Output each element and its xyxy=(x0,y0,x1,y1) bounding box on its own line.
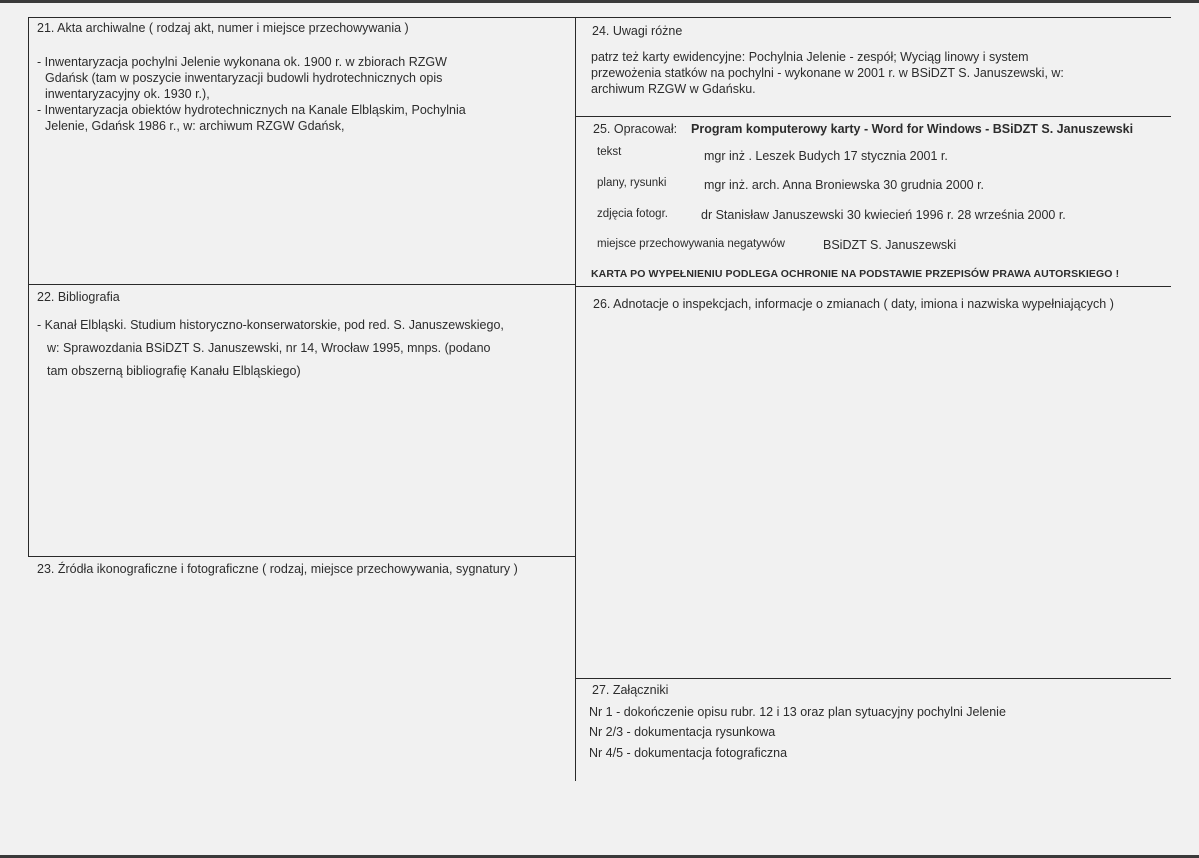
rule-22-23 xyxy=(28,556,575,557)
section-24-line-2: przewożenia statków na pochylni - wykonane w 2001 r. w BSiDZT S. Januszewski, w: xyxy=(591,66,1064,80)
rule-26-27 xyxy=(575,678,1171,679)
section-25-program: Program komputerowy karty - Word for Windows - BSiDZT S. Januszewski xyxy=(691,122,1134,136)
section-23-header: 23. Źródła ikonograficzne i fotograficzne ( rodzaj, miejsce przechowywania, sygnatury ) xyxy=(37,562,518,576)
left-border-lower xyxy=(28,284,29,557)
section-22-line-3: tam obszerną bibliografię Kanału Elbląskiego) xyxy=(47,364,301,378)
author-value-photos: dr Stanisław Januszewski 30 kwiecień 1996 r. 28 września 2000 r. xyxy=(701,208,1066,222)
attachment-2: Nr 2/3 - dokumentacja rysunkowa xyxy=(589,725,776,739)
section-22-line-1: - Kanał Elbląski. Studium historyczno-konserwatorskie, pod red. S. Januszewskiego, xyxy=(37,318,504,332)
rule-25-26 xyxy=(575,286,1171,287)
author-value-plans: mgr inż. arch. Anna Broniewska 30 grudnia 2000 r. xyxy=(704,178,985,192)
section-24-header: 24. Uwagi różne xyxy=(592,24,683,38)
form-top-rule xyxy=(28,17,1171,18)
attachment-1: Nr 1 - dokończenie opisu rubr. 12 i 13 oraz plan sytuacyjny pochylni Jelenie xyxy=(589,705,1006,719)
section-21-line-5: Jelenie, Gdańsk 1986 r., w: archiwum RZGW Gdańsk, xyxy=(45,119,345,133)
section-24-line-1: patrz też karty ewidencyjne: Pochylnia Jelenie - zespół; Wyciąg linowy i system xyxy=(591,50,1029,64)
section-27-header: 27. Załączniki xyxy=(592,683,669,697)
copyright-notice: KARTA PO WYPEŁNIENIU PODLEGA OCHRONIE NA PODSTAWIE PRZEPISÓW PRAWA AUTORSKIEGO ! xyxy=(591,268,1120,280)
section-21-line-2: Gdańsk (tam w poszycie inwentaryzacji budowli hydrotechnicznych opis xyxy=(45,71,443,85)
page-top-edge xyxy=(0,0,1199,3)
section-22-line-2: w: Sprawozdania BSiDZT S. Januszewski, nr 14, Wrocław 1995, mnps. (podano xyxy=(47,341,491,355)
section-25-label: 25. Opracował: xyxy=(593,122,678,136)
section-24-line-3: archiwum RZGW w Gdańsku. xyxy=(591,82,756,96)
rule-24-25 xyxy=(575,116,1171,117)
left-border-upper xyxy=(28,17,29,285)
author-value-text: mgr inż . Leszek Budych 17 stycznia 2001 r. xyxy=(704,149,948,163)
section-21-header: 21. Akta archiwalne ( rodzaj akt, numer i miejsce przechowywania ) xyxy=(37,21,409,35)
rule-21-22 xyxy=(28,284,575,285)
negatives-storage-value: BSiDZT S. Januszewski xyxy=(823,238,957,252)
section-21-line-3: inwentaryzacyjny ok. 1930 r.), xyxy=(45,87,210,101)
form-center-divider xyxy=(575,17,576,781)
attachment-3: Nr 4/5 - dokumentacja fotograficzna xyxy=(589,746,788,760)
negatives-storage-key: miejsce przechowywania negatywów xyxy=(597,238,785,250)
author-key-plans: plany, rysunki xyxy=(597,177,667,189)
author-key-photos: zdjęcia fotogr. xyxy=(597,208,668,220)
section-21-line-1: - Inwentaryzacja pochylni Jelenie wykonana ok. 1900 r. w zbiorach RZGW xyxy=(37,55,447,69)
section-26-header: 26. Adnotacje o inspekcjach, informacje o zmianach ( daty, imiona i nazwiska wypełniających ) xyxy=(593,297,1114,311)
section-21-line-4: - Inwentaryzacja obiektów hydrotechnicznych na Kanale Elbląskim, Pochylnia xyxy=(37,103,466,117)
author-key-text: tekst xyxy=(597,146,622,158)
section-22-header: 22. Bibliografia xyxy=(37,290,120,304)
